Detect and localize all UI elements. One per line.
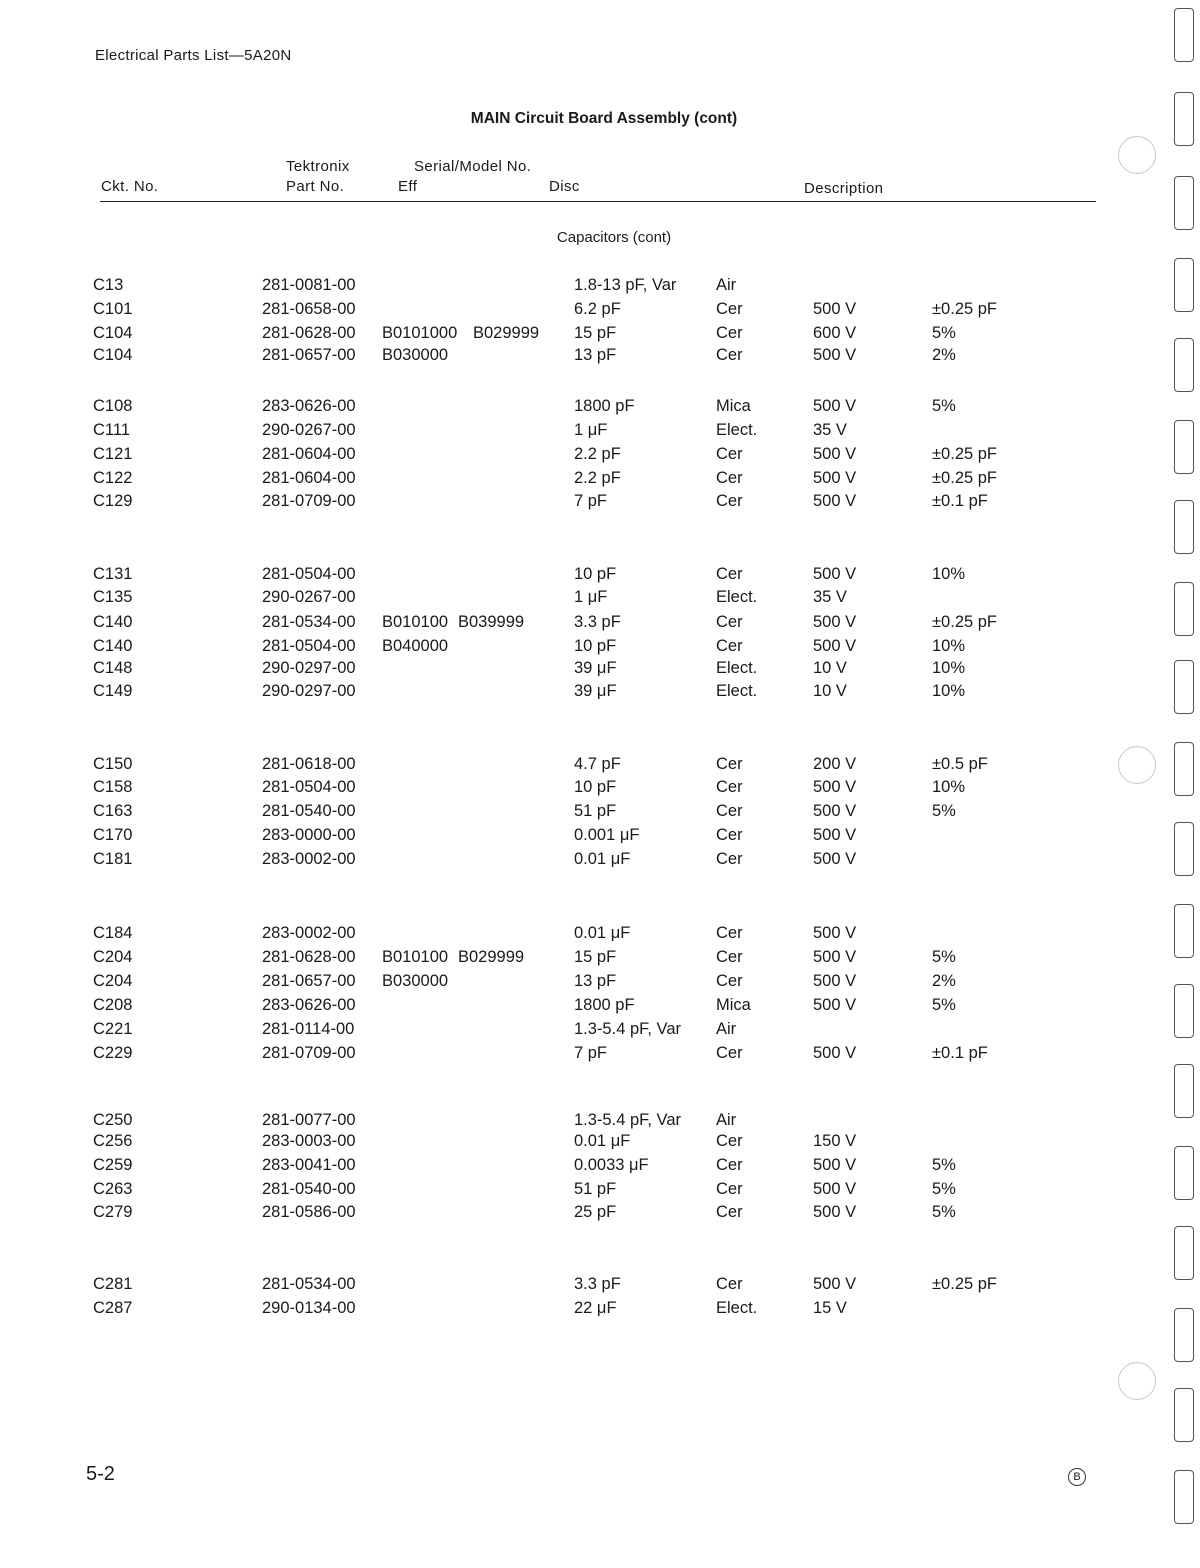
subsection-title: Capacitors (cont) xyxy=(556,229,672,246)
ckt-no: C163 xyxy=(93,802,133,820)
voltage: 35 V xyxy=(813,421,847,439)
value: 2.2 pF xyxy=(574,469,621,487)
ckt-no: C150 xyxy=(93,755,133,773)
voltage: 10 V xyxy=(813,659,847,677)
part-no: 281-0628-00 xyxy=(262,948,356,966)
binder-tab xyxy=(1174,1308,1194,1362)
voltage: 150 V xyxy=(813,1132,857,1150)
ckt-no: C140 xyxy=(93,613,133,631)
part-no: 281-0540-00 xyxy=(262,1180,356,1198)
part-no: 290-0297-00 xyxy=(262,682,356,700)
table-row xyxy=(0,445,1200,467)
table-row xyxy=(0,421,1200,443)
dielectric: Cer xyxy=(716,972,743,990)
dielectric: Air xyxy=(716,276,737,294)
voltage: 500 V xyxy=(813,850,857,868)
ckt-no: C287 xyxy=(93,1299,133,1317)
table-row xyxy=(0,469,1200,491)
value: 1800 pF xyxy=(574,397,635,415)
ckt-no: C13 xyxy=(93,276,124,294)
part-no: 281-0504-00 xyxy=(262,778,356,796)
ckt-no: C104 xyxy=(93,324,133,342)
part-no: 283-0003-00 xyxy=(262,1132,356,1150)
table-row xyxy=(0,300,1200,322)
part-no: 290-0297-00 xyxy=(262,659,356,677)
binder-tab xyxy=(1174,1064,1194,1118)
tolerance: ±0.25 pF xyxy=(932,445,998,463)
punch-hole xyxy=(1118,746,1156,784)
binder-tab xyxy=(1174,984,1194,1038)
part-no: 281-0657-00 xyxy=(262,972,356,990)
tolerance: 2% xyxy=(932,346,956,364)
value: 0.01 μF xyxy=(574,924,631,942)
part-no: 283-0626-00 xyxy=(262,397,356,415)
binder-tab xyxy=(1174,338,1194,392)
binder-tab xyxy=(1174,500,1194,554)
binder-tab xyxy=(1174,176,1194,230)
serial-eff: B030000 xyxy=(382,346,449,364)
value: 10 pF xyxy=(574,778,617,796)
tolerance: 10% xyxy=(932,778,966,796)
running-head: Electrical Parts List—5A20N xyxy=(95,47,292,64)
ckt-no: C148 xyxy=(93,659,133,677)
voltage: 500 V xyxy=(813,972,857,990)
tolerance: 10% xyxy=(932,637,966,655)
part-no: 281-0604-00 xyxy=(262,445,356,463)
dielectric: Cer xyxy=(716,948,743,966)
page-number: 5-2 xyxy=(86,1463,115,1485)
tolerance: ±0.25 pF xyxy=(932,613,998,631)
part-no: 281-0534-00 xyxy=(262,613,356,631)
voltage: 500 V xyxy=(813,924,857,942)
table-row xyxy=(0,972,1200,994)
table-row xyxy=(0,659,1200,681)
voltage: 15 V xyxy=(813,1299,847,1317)
table-row xyxy=(0,778,1200,800)
value: 0.01 μF xyxy=(574,1132,631,1150)
binder-tab xyxy=(1174,822,1194,876)
col-disc: Disc xyxy=(549,178,580,195)
revision-mark: B xyxy=(1068,1468,1086,1486)
table-row xyxy=(0,948,1200,970)
part-no: 281-0114-00 xyxy=(262,1020,355,1038)
ckt-no: C208 xyxy=(93,996,133,1014)
part-no: 281-0504-00 xyxy=(262,565,356,583)
value: 39 μF xyxy=(574,682,617,700)
ckt-no: C104 xyxy=(93,346,133,364)
dielectric: Cer xyxy=(716,565,743,583)
table-row xyxy=(0,565,1200,587)
tolerance: ±0.1 pF xyxy=(932,492,988,510)
value: 0.0033 μF xyxy=(574,1156,649,1174)
binder-tab xyxy=(1174,1226,1194,1280)
voltage: 500 V xyxy=(813,469,857,487)
dielectric: Cer xyxy=(716,637,743,655)
part-no: 281-0081-00 xyxy=(262,276,356,294)
table-row xyxy=(0,1180,1200,1202)
table-row xyxy=(0,996,1200,1018)
page-title: MAIN Circuit Board Assembly (cont) xyxy=(470,110,738,127)
voltage: 500 V xyxy=(813,346,857,364)
value: 0.001 μF xyxy=(574,826,640,844)
part-no: 281-0586-00 xyxy=(262,1203,356,1221)
voltage: 500 V xyxy=(813,613,857,631)
dielectric: Elect. xyxy=(716,682,758,700)
binder-tab xyxy=(1174,420,1194,474)
binder-tab xyxy=(1174,1388,1194,1442)
table-row xyxy=(0,1044,1200,1066)
value: 3.3 pF xyxy=(574,613,621,631)
dielectric: Cer xyxy=(716,324,743,342)
binder-tab xyxy=(1174,1470,1194,1524)
table-row xyxy=(0,613,1200,635)
value: 4.7 pF xyxy=(574,755,621,773)
value: 39 μF xyxy=(574,659,617,677)
serial-disc: B029999 xyxy=(473,324,540,342)
voltage: 500 V xyxy=(813,802,857,820)
part-no: 281-0504-00 xyxy=(262,637,356,655)
dielectric: Mica xyxy=(716,996,751,1014)
tolerance: 5% xyxy=(932,1180,956,1198)
serial-eff: B010100 xyxy=(382,613,449,631)
table-row xyxy=(0,682,1200,704)
voltage: 500 V xyxy=(813,300,857,318)
dielectric: Mica xyxy=(716,397,751,415)
table-row xyxy=(0,755,1200,777)
value: 51 pF xyxy=(574,1180,617,1198)
ckt-no: C149 xyxy=(93,682,133,700)
tolerance: 5% xyxy=(932,1203,956,1221)
value: 1.8-13 pF, Var xyxy=(574,276,677,294)
dielectric: Cer xyxy=(716,850,743,868)
voltage: 10 V xyxy=(813,682,847,700)
binder-tab xyxy=(1174,582,1194,636)
table-row xyxy=(0,1275,1200,1297)
ckt-no: C101 xyxy=(93,300,133,318)
part-no: 281-0540-00 xyxy=(262,802,356,820)
voltage: 500 V xyxy=(813,1203,857,1221)
table-row xyxy=(0,1020,1200,1042)
voltage: 500 V xyxy=(813,996,857,1014)
voltage: 500 V xyxy=(813,1275,857,1293)
ckt-no: C129 xyxy=(93,492,133,510)
dielectric: Cer xyxy=(716,924,743,942)
ckt-no: C181 xyxy=(93,850,133,868)
part-no: 290-0267-00 xyxy=(262,588,356,606)
tolerance: 10% xyxy=(932,682,966,700)
ckt-no: C121 xyxy=(93,445,133,463)
serial-disc: B029999 xyxy=(458,948,525,966)
part-no: 283-0002-00 xyxy=(262,924,356,942)
dielectric: Cer xyxy=(716,469,743,487)
value: 1800 pF xyxy=(574,996,635,1014)
dielectric: Elect. xyxy=(716,588,758,606)
table-row xyxy=(0,924,1200,946)
table-row xyxy=(0,1132,1200,1154)
dielectric: Cer xyxy=(716,346,743,364)
dielectric: Cer xyxy=(716,778,743,796)
dielectric: Elect. xyxy=(716,421,758,439)
binder-tab xyxy=(1174,8,1194,62)
binder-tab xyxy=(1174,660,1194,714)
part-no: 283-0000-00 xyxy=(262,826,356,844)
table-row xyxy=(0,492,1200,514)
ckt-no: C229 xyxy=(93,1044,133,1062)
table-row xyxy=(0,802,1200,824)
part-no: 281-0604-00 xyxy=(262,469,356,487)
table-row xyxy=(0,850,1200,872)
dielectric: Elect. xyxy=(716,659,758,677)
part-no: 283-0041-00 xyxy=(262,1156,356,1174)
voltage: 500 V xyxy=(813,492,857,510)
col-serial-model: Serial/Model No. xyxy=(414,158,532,175)
voltage: 500 V xyxy=(813,397,857,415)
ckt-no: C158 xyxy=(93,778,133,796)
value: 10 pF xyxy=(574,565,617,583)
value: 7 pF xyxy=(574,492,608,510)
part-no: 281-0658-00 xyxy=(262,300,356,318)
table-row xyxy=(0,1203,1200,1225)
ckt-no: C108 xyxy=(93,397,133,415)
part-no: 281-0709-00 xyxy=(262,1044,356,1062)
value: 1.3-5.4 pF, Var xyxy=(574,1111,682,1129)
binder-tab xyxy=(1174,742,1194,796)
ckt-no: C204 xyxy=(93,972,133,990)
voltage: 500 V xyxy=(813,1180,857,1198)
value: 2.2 pF xyxy=(574,445,621,463)
table-row xyxy=(0,1156,1200,1178)
ckt-no: C221 xyxy=(93,1020,133,1038)
voltage: 500 V xyxy=(813,1156,857,1174)
value: 6.2 pF xyxy=(574,300,621,318)
part-no: 290-0267-00 xyxy=(262,421,356,439)
part-no: 281-0657-00 xyxy=(262,346,356,364)
value: 51 pF xyxy=(574,802,617,820)
value: 15 pF xyxy=(574,948,617,966)
serial-eff: B0101000 xyxy=(382,324,458,342)
value: 3.3 pF xyxy=(574,1275,621,1293)
part-no: 283-0626-00 xyxy=(262,996,356,1014)
tolerance: ±0.5 pF xyxy=(932,755,988,773)
ckt-no: C279 xyxy=(93,1203,133,1221)
ckt-no: C250 xyxy=(93,1111,133,1129)
table-row xyxy=(0,276,1200,298)
table-row xyxy=(0,826,1200,848)
part-no: 281-0534-00 xyxy=(262,1275,356,1293)
punch-hole xyxy=(1118,136,1156,174)
tolerance: ±0.1 pF xyxy=(932,1044,988,1062)
dielectric: Cer xyxy=(716,1044,743,1062)
voltage: 600 V xyxy=(813,324,857,342)
tolerance: 5% xyxy=(932,948,956,966)
dielectric: Cer xyxy=(716,802,743,820)
dielectric: Cer xyxy=(716,755,743,773)
ckt-no: C111 xyxy=(93,421,130,439)
part-no: 290-0134-00 xyxy=(262,1299,356,1317)
ckt-no: C281 xyxy=(93,1275,133,1293)
binder-tab xyxy=(1174,258,1194,312)
serial-eff: B030000 xyxy=(382,972,449,990)
voltage: 500 V xyxy=(813,778,857,796)
tolerance: 5% xyxy=(932,397,956,415)
dielectric: Cer xyxy=(716,492,743,510)
serial-disc: B039999 xyxy=(458,613,525,631)
tolerance: ±0.25 pF xyxy=(932,469,998,487)
table-row xyxy=(0,588,1200,610)
tolerance: 10% xyxy=(932,565,966,583)
voltage: 200 V xyxy=(813,755,857,773)
voltage: 500 V xyxy=(813,826,857,844)
serial-eff: B010100 xyxy=(382,948,449,966)
table-row xyxy=(0,637,1200,659)
punch-hole xyxy=(1118,1362,1156,1400)
dielectric: Cer xyxy=(716,1180,743,1198)
dielectric: Cer xyxy=(716,1132,743,1150)
value: 25 pF xyxy=(574,1203,617,1221)
part-no: 283-0002-00 xyxy=(262,850,356,868)
dielectric: Cer xyxy=(716,826,743,844)
dielectric: Cer xyxy=(716,613,743,631)
binder-tab xyxy=(1174,904,1194,958)
col-description: Description xyxy=(804,180,884,197)
part-no: 281-0077-00 xyxy=(262,1111,356,1129)
ckt-no: C122 xyxy=(93,469,133,487)
value: 1.3-5.4 pF, Var xyxy=(574,1020,682,1038)
serial-eff: B040000 xyxy=(382,637,449,655)
value: 15 pF xyxy=(574,324,617,342)
ckt-no: C135 xyxy=(93,588,133,606)
table-row xyxy=(0,1299,1200,1321)
ckt-no: C256 xyxy=(93,1132,133,1150)
dielectric: Cer xyxy=(716,1203,743,1221)
voltage: 500 V xyxy=(813,637,857,655)
value: 10 pF xyxy=(574,637,617,655)
part-no: 281-0709-00 xyxy=(262,492,356,510)
binder-tab xyxy=(1174,92,1194,146)
tolerance: ±0.25 pF xyxy=(932,300,998,318)
value: 0.01 μF xyxy=(574,850,631,868)
table-row xyxy=(0,397,1200,419)
dielectric: Cer xyxy=(716,300,743,318)
value: 1 μF xyxy=(574,421,608,439)
dielectric: Air xyxy=(716,1020,737,1038)
tolerance: 5% xyxy=(932,324,956,342)
ckt-no: C131 xyxy=(93,565,133,583)
col-part-no: Part No. xyxy=(286,178,345,195)
table-row xyxy=(0,346,1200,368)
dielectric: Air xyxy=(716,1111,737,1129)
part-no: 281-0628-00 xyxy=(262,324,356,342)
voltage: 500 V xyxy=(813,565,857,583)
value: 22 μF xyxy=(574,1299,617,1317)
ckt-no: C184 xyxy=(93,924,133,942)
table-row xyxy=(0,324,1200,346)
voltage: 500 V xyxy=(813,1044,857,1062)
ckt-no: C204 xyxy=(93,948,133,966)
col-tektronix: Tektronix xyxy=(286,158,350,175)
dielectric: Cer xyxy=(716,1275,743,1293)
value: 13 pF xyxy=(574,972,617,990)
tolerance: ±0.25 pF xyxy=(932,1275,998,1293)
voltage: 35 V xyxy=(813,588,847,606)
value: 13 pF xyxy=(574,346,617,364)
col-ckt-no: Ckt. No. xyxy=(101,178,159,195)
ckt-no: C170 xyxy=(93,826,133,844)
value: 1 μF xyxy=(574,588,608,606)
value: 7 pF xyxy=(574,1044,608,1062)
tolerance: 5% xyxy=(932,1156,956,1174)
ckt-no: C140 xyxy=(93,637,133,655)
ckt-no: C263 xyxy=(93,1180,133,1198)
dielectric: Cer xyxy=(716,445,743,463)
voltage: 500 V xyxy=(813,948,857,966)
part-no: 281-0618-00 xyxy=(262,755,356,773)
tolerance: 10% xyxy=(932,659,966,677)
voltage: 500 V xyxy=(813,445,857,463)
tolerance: 2% xyxy=(932,972,956,990)
binder-tab xyxy=(1174,1146,1194,1200)
ckt-no: C259 xyxy=(93,1156,133,1174)
col-eff: Eff xyxy=(398,178,418,195)
tolerance: 5% xyxy=(932,996,956,1014)
tolerance: 5% xyxy=(932,802,956,820)
dielectric: Cer xyxy=(716,1156,743,1174)
dielectric: Elect. xyxy=(716,1299,758,1317)
table-row xyxy=(0,1111,1200,1133)
